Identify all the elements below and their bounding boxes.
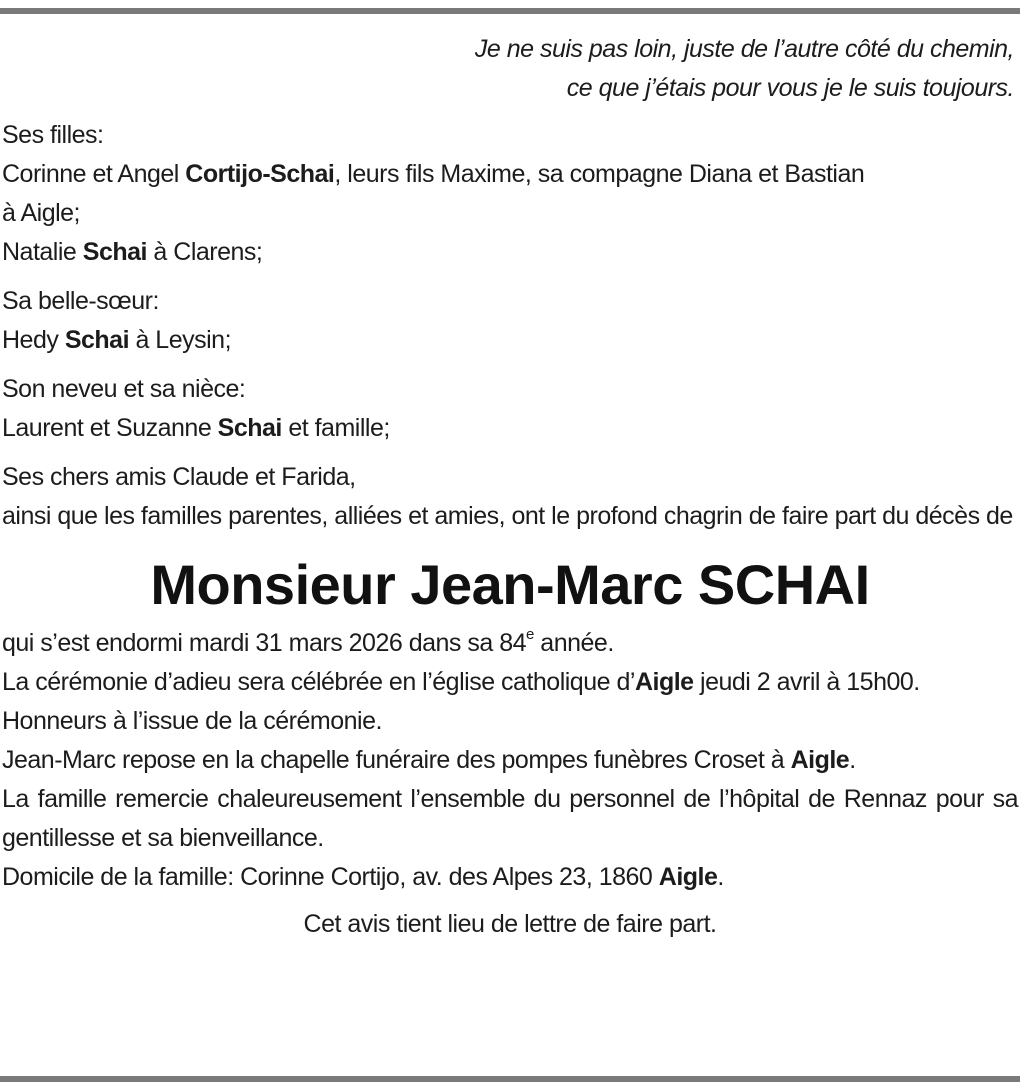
ceremony-text: La cérémonie d’adieu sera célébrée en l’église catholique d’	[2, 668, 635, 696]
domicile-text: Domicile de la famille: Corinne Cortijo, av. des Alpes 23, 1860	[2, 863, 659, 891]
daughter-1-location: à Aigle;	[2, 199, 81, 227]
daughter-1-first-names: Corinne et Angel	[2, 160, 186, 188]
obituary-notice	[2, 30, 1018, 944]
daughters-heading: Ses filles:	[2, 121, 104, 149]
details-section	[2, 624, 1018, 897]
announcement-line: ainsi que les familles parentes, alliées et amies, ont le profond chagrin de faire part du décès de	[2, 502, 1013, 530]
epigraph-quote	[2, 30, 1014, 108]
sister-in-law-surname: Schai	[64, 326, 130, 354]
daughter-1-family: , leurs fils Maxime, sa compagne Diana et Bastian	[334, 160, 865, 188]
quote-line-1: Je ne suis pas loin, juste de l’autre côté du chemin,	[474, 35, 1014, 63]
rest-place-period: .	[849, 746, 856, 774]
friends-line: Ses chers amis Claude et Farida,	[2, 463, 356, 491]
daughters-section	[2, 116, 1018, 272]
nephew-niece-line	[2, 409, 1018, 448]
closing-note: Cet avis tient lieu de lettre de faire part.	[303, 910, 717, 938]
nephew-niece-section	[2, 370, 1018, 448]
death-notice-text: qui s’est endormi mardi 31 mars 2026 dans sa 84	[2, 629, 527, 657]
sister-in-law-first-name: Hedy	[2, 326, 65, 354]
top-border-bar	[0, 8, 1020, 14]
ordinal-suffix: e	[526, 626, 534, 643]
honours-line: Honneurs à l’issue de la cérémonie.	[2, 707, 382, 735]
sister-in-law-location: à Leysin;	[129, 326, 232, 354]
friends-section	[2, 458, 1018, 536]
thanks-line: La famille remercie chaleureusement l’ensemble du personnel de l’hôpital de Rennaz pour sa gentillesse et sa bienveillance.	[2, 785, 1018, 852]
death-notice-line	[2, 624, 1018, 663]
daughter-2-first-name: Natalie	[2, 238, 83, 266]
deceased-name: Monsieur Jean-Marc SCHAI	[150, 553, 870, 616]
death-notice-year-word: année.	[533, 629, 614, 657]
domicile-line	[2, 858, 1018, 897]
rest-place-line	[2, 741, 1018, 780]
rest-place-town: Aigle	[790, 746, 850, 774]
daughter-2-surname: Schai	[82, 238, 147, 266]
nephew-niece-surname: Schai	[217, 414, 282, 442]
sister-in-law-line	[2, 321, 1018, 360]
domicile-period: .	[717, 863, 724, 891]
sister-in-law-heading: Sa belle-sœur:	[2, 287, 159, 315]
daughter-1-surname: Cortijo-Schai	[185, 160, 335, 188]
daughter-1-line	[2, 155, 1018, 194]
nephew-niece-first-names: Laurent et Suzanne	[2, 414, 218, 442]
bottom-border-bar	[0, 1076, 1020, 1082]
ceremony-line	[2, 663, 1018, 702]
daughter-2-location: à Clarens;	[146, 238, 263, 266]
ceremony-date: jeudi 2 avril à 15h00.	[693, 668, 920, 696]
quote-line-2: ce que j’étais pour vous je le suis toujours.	[566, 74, 1014, 102]
domicile-town: Aigle	[658, 863, 718, 891]
ceremony-town: Aigle	[634, 668, 694, 696]
rest-place-text: Jean-Marc repose en la chapelle funéraire des pompes funèbres Croset à	[2, 746, 791, 774]
nephew-niece-family: et famille;	[281, 414, 390, 442]
sister-in-law-section	[2, 282, 1018, 360]
daughter-2-line	[2, 233, 1018, 272]
nephew-niece-heading: Son neveu et sa nièce:	[2, 375, 246, 403]
